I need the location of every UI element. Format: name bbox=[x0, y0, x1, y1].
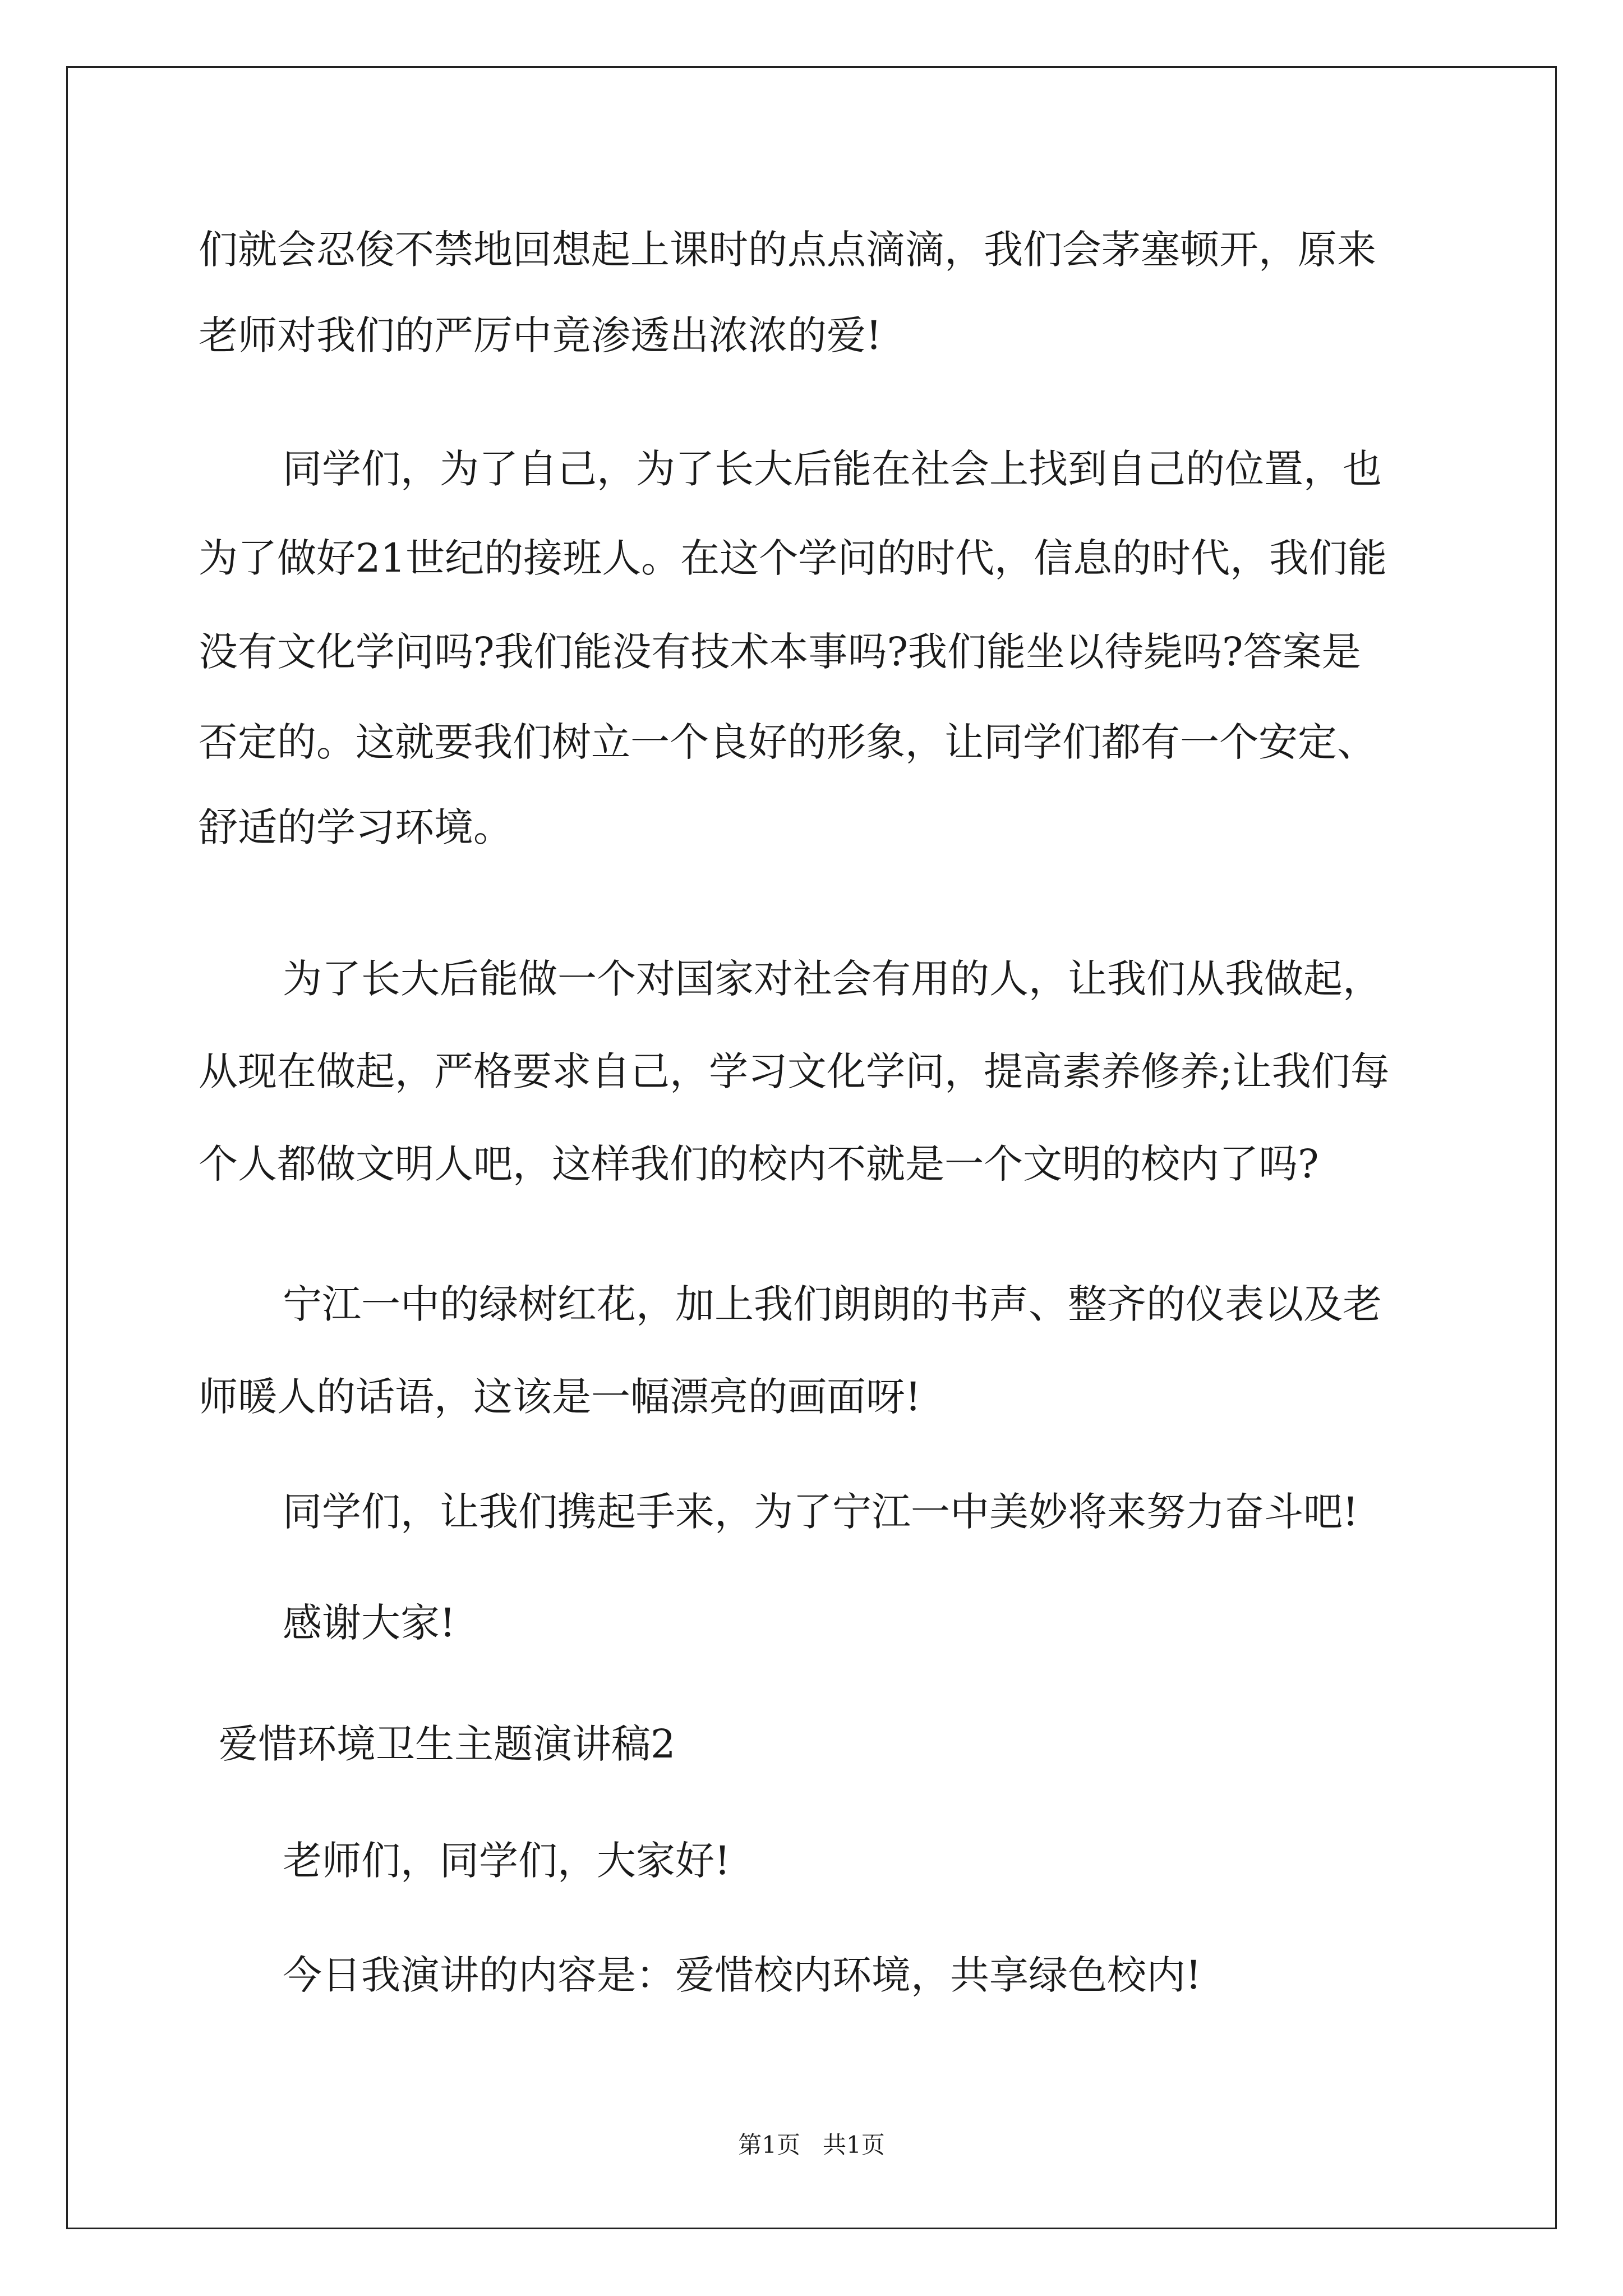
body-text-line: 为了做好21世纪的接班人。在这个学问的时代，信息的时代，我们能 bbox=[199, 535, 1387, 581]
paragraph-first-line: 同学们，为了自己，为了长大后能在社会上找到自己的位置，也 bbox=[283, 446, 1382, 492]
paragraph-first-line: 老师们，同学们，大家好! bbox=[283, 1838, 731, 1884]
body-text-line: 个人都做文明人吧，这样我们的校内不就是一个文明的校内了吗? bbox=[199, 1141, 1319, 1187]
paragraph-first-line: 同学们，让我们携起手来，为了宁江一中美妙将来努力奋斗吧! bbox=[283, 1489, 1359, 1535]
paragraph-first-line: 今日我演讲的内容是：爱惜校内环境，共享绿色校内! bbox=[283, 1952, 1202, 1998]
body-text-line: 没有文化学问吗?我们能没有技术本事吗?我们能坐以待毙吗?答案是 bbox=[199, 629, 1361, 675]
body-text-line: 老师对我们的严厉中竟渗透出浓浓的爱! bbox=[199, 312, 882, 358]
paragraph-first-line: 宁江一中的绿树红花，加上我们朗朗的书声、整齐的仪表以及老 bbox=[283, 1281, 1382, 1327]
body-text-line: 师暖人的话语，这该是一幅漂亮的画面呀! bbox=[199, 1374, 921, 1420]
paragraph-first-line: 感谢大家! bbox=[283, 1600, 456, 1646]
section-heading: 爱惜环境卫生主题演讲稿2 bbox=[219, 1721, 676, 1767]
body-text-line: 从现在做起，严格要求自己，学习文化学问，提高素养修养;让我们每 bbox=[199, 1048, 1390, 1094]
paragraph-first-line: 为了长大后能做一个对国家对社会有用的人，让我们从我做起， bbox=[283, 956, 1382, 1002]
body-text-line: 舒适的学习环境。 bbox=[199, 804, 513, 850]
page-footer: 第1页 共1页 bbox=[738, 2131, 885, 2159]
body-text-line: 否定的。这就要我们树立一个良好的形象，让同学们都有一个安定、 bbox=[199, 719, 1376, 765]
body-text-line: 们就会忍俊不禁地回想起上课时的点点滴滴，我们会茅塞顿开，原来 bbox=[199, 227, 1376, 273]
